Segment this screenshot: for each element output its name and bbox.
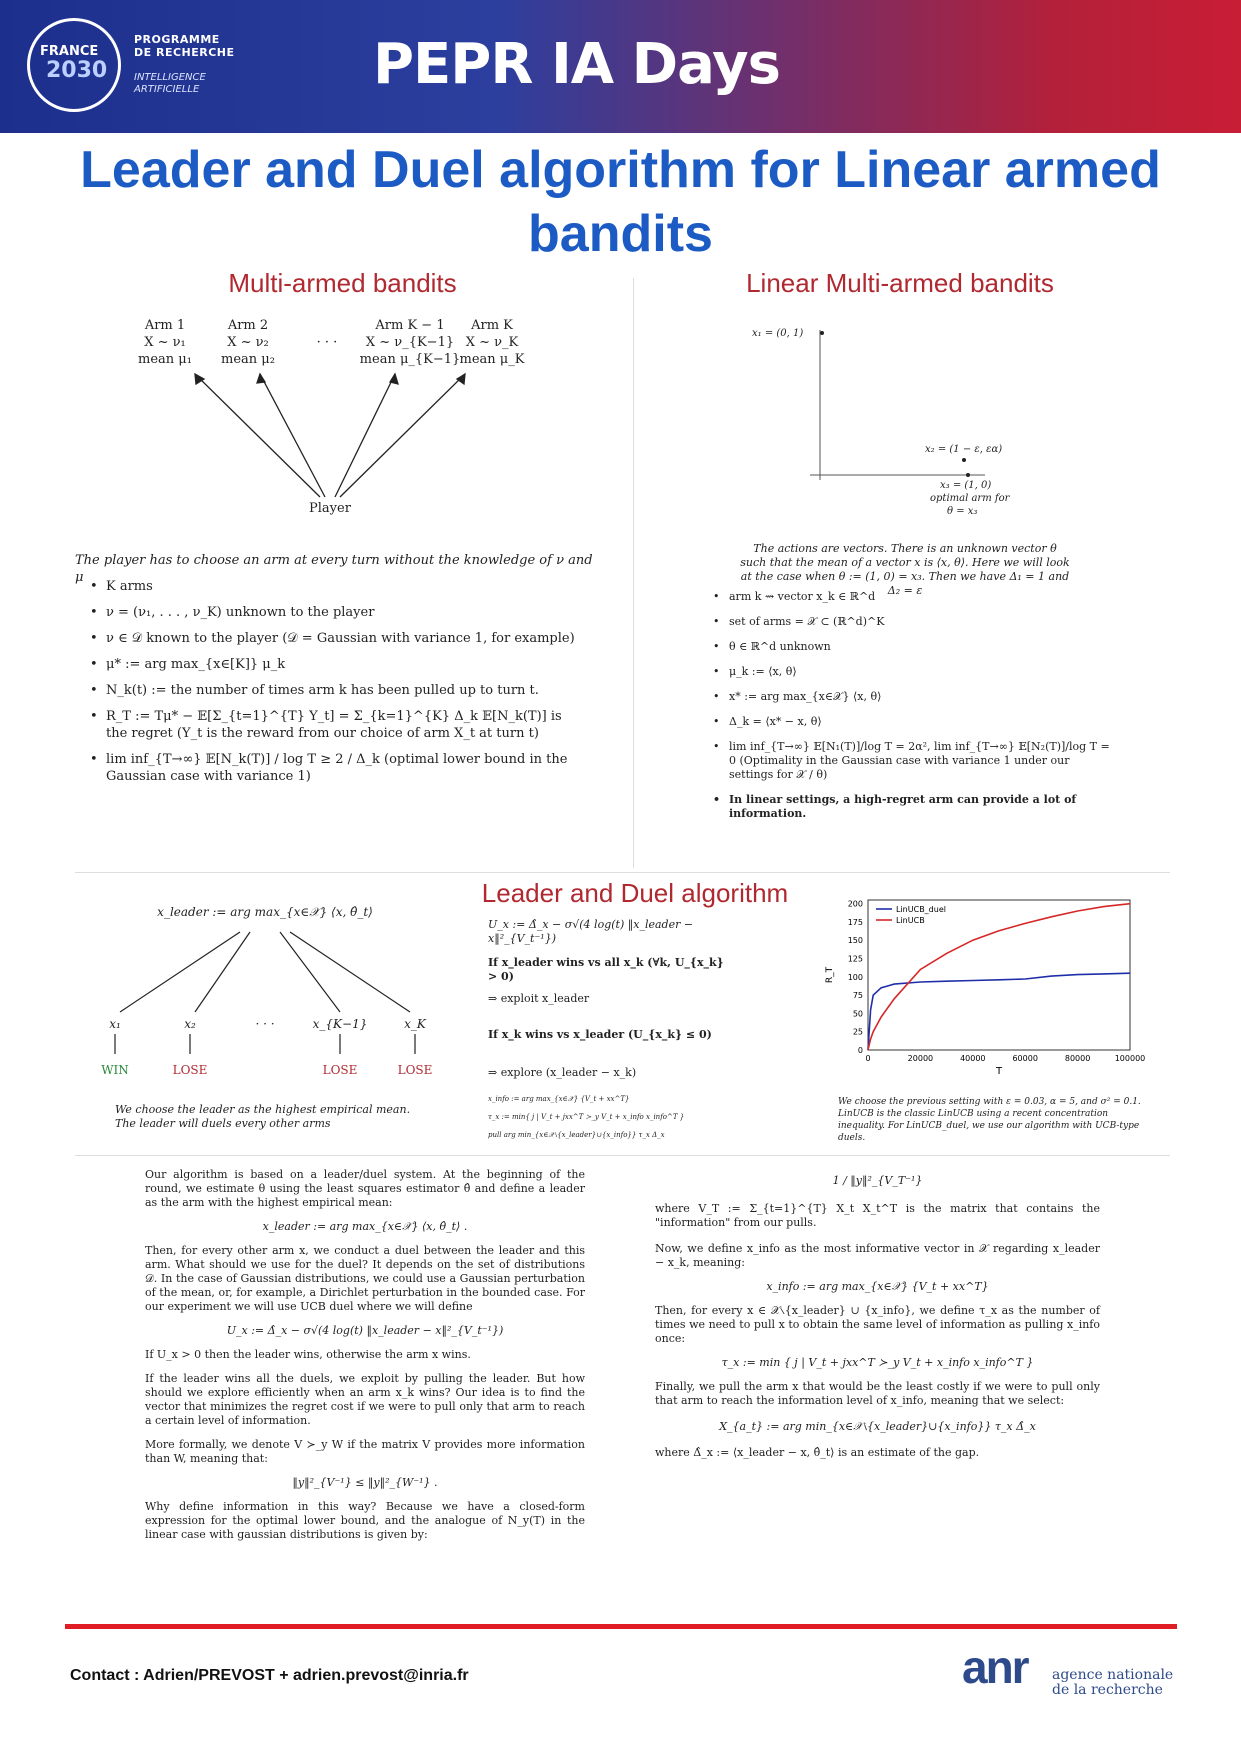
arrow-arm-k bbox=[340, 374, 465, 497]
arm-k-1-mean: mean μ_{K−1} bbox=[359, 352, 461, 367]
lmab-bullet: • x* := arg max_{x∈𝒳} ⟨x, θ⟩ bbox=[713, 690, 1113, 704]
program-label: PROGRAMME DE RECHERCHE bbox=[134, 33, 235, 59]
series-line-LinUCB bbox=[868, 904, 1130, 1050]
x-axis-label: T bbox=[995, 1066, 1003, 1077]
node-xk: x_K bbox=[404, 1017, 426, 1031]
x-tick-label: 20000 bbox=[907, 1054, 934, 1063]
body-paragraph: More formally, we denote V ≻_y W if the matrix V provides more information than W, meaning that: bbox=[145, 1438, 585, 1465]
body-paragraph: Then, for every other arm x, we conduct a duel between the leader and this arm. What should we use for the duel? It depends on the set of distributions 𝒟. In the case of Gaussian distributions, we could use a Gaussian perturbation of the mean, or, for example, a Dirichlet perturbation in the bounded case. For our experiment we will use UCB duel where we will define bbox=[145, 1244, 585, 1313]
ld-ux-equation: U_x := Δ̂_x − σ√(4 log(t) ‖x_leader − x‖²_{V_t⁻¹}) bbox=[488, 918, 694, 945]
body-paragraph: Why define information in this way? Because we have a closed-form expression for the optimal lower bound, and the analogue of N_y(T) in the linear case with gaussian distributions is given by: bbox=[145, 1500, 585, 1541]
body-equation: ‖y‖²_{V⁻¹} ≤ ‖y‖²_{W⁻¹} . bbox=[292, 1476, 438, 1489]
point-x3 bbox=[966, 473, 970, 477]
logo-france-text: FRANCE bbox=[40, 44, 99, 59]
label-x3: x₃ = (1, 0) bbox=[940, 480, 992, 491]
anr-logo: anr bbox=[962, 1641, 1028, 1693]
lmab-bullet: • set of arms = 𝒳 ⊂ (ℝ^d)^K bbox=[713, 615, 1113, 629]
node-dots: · · · bbox=[255, 1017, 275, 1031]
y-tick-label: 0 bbox=[857, 1046, 863, 1055]
mab-bullet: • ν ∈ 𝒟 known to the player (𝒟 = Gaussian with variance 1, for example) bbox=[90, 630, 585, 647]
outcome-lose: LOSE bbox=[322, 1063, 358, 1077]
node-x2: x₂ bbox=[184, 1017, 196, 1031]
ld-mini-formula: x_info := arg max_{x∈𝒳} {V_t + xx^T} bbox=[488, 1095, 630, 1103]
lmab-caption: The actions are vectors. There is an unknown vector θ such that the mean of a vector x is ⟨x, θ⟩. Here we will look at the case when θ := (1, 0) = x₃. Then we have Δ₁ = 1 and Δ₂ = ε bbox=[740, 542, 1070, 597]
arrow-arm-k-1 bbox=[335, 374, 395, 497]
lmab-vector-diagram bbox=[750, 320, 1080, 520]
lmab-bullet: • In linear settings, a high-regret arm can provide a lot of information. bbox=[713, 793, 1113, 821]
body-paragraph: where Δ̂_x := ⟨x_leader − x, θ̂_t⟩ is an estimate of the gap. bbox=[655, 1446, 980, 1459]
arm-k-mean: mean μ_K bbox=[459, 352, 525, 367]
arm-1-mean: mean μ₁ bbox=[138, 352, 192, 367]
body-paragraph: Our algorithm is based on a leader/duel system. At the beginning of the round, we estimate θ using the least squares estimator θ̂ and define a leader as the arm with the highest empirical mean: bbox=[145, 1168, 585, 1209]
ld-if-arm-wins: If x_k wins vs x_leader (U_{x_k} ≤ 0) bbox=[488, 1028, 712, 1041]
arm-1-dist: X ~ ν₁ bbox=[144, 335, 186, 350]
body-left bbox=[145, 1168, 585, 1542]
lmab-bullet: • Δ_k = ⟨x* − x, θ⟩ bbox=[713, 715, 1113, 729]
arm-k-1-dist: X ~ ν_{K−1} bbox=[365, 335, 455, 350]
ld-explore: ⇒ explore (x_leader − x_k) bbox=[488, 1066, 637, 1079]
program-sub-label: INTELLIGENCE ARTIFICIELLE bbox=[134, 72, 206, 95]
mab-bullet-list bbox=[90, 578, 585, 794]
arm-2-mean: mean μ₂ bbox=[221, 352, 275, 367]
anr-logo-subtitle: agence nationale de la recherche bbox=[1052, 1667, 1174, 1698]
y-tick-label: 175 bbox=[847, 917, 863, 927]
header-banner bbox=[0, 0, 1241, 133]
body-equation: X_{a_t} := arg min_{x∈𝒳∖{x_leader}∪{x_info}} τ_x Δ̂_x bbox=[719, 1420, 1036, 1433]
footer-red-rule bbox=[65, 1624, 1177, 1629]
arrow-arm-2 bbox=[260, 374, 325, 497]
body-paragraph: Then, for every x ∈ 𝒳∖{x_leader} ∪ {x_info}, we define τ_x as the number of times we need to pull x to obtain the same level of information as pulling x_info once: bbox=[655, 1304, 1100, 1345]
outcome-win: WIN bbox=[101, 1063, 129, 1077]
arm-k-dist: X ~ ν_K bbox=[465, 335, 519, 350]
body-paragraph: Now, we define x_info as the most informative vector in 𝒳 regarding x_leader − x_k, meaning: bbox=[655, 1242, 1100, 1269]
y-axis-label: R_T bbox=[825, 966, 835, 984]
section-title-mab: Multi-armed bandits bbox=[228, 268, 457, 298]
mab-bullet: • μ* := arg max_{x∈[K]} μ_k bbox=[90, 656, 585, 673]
x-tick-label: 80000 bbox=[1064, 1054, 1091, 1063]
legend-label: LinUCB_duel bbox=[896, 905, 946, 914]
mab-bullet: • lim inf_{T→∞} 𝔼[N_k(T)] / log T ≥ 2 / Δ_k (optimal lower bound in the Gaussian case with variance 1) bbox=[90, 751, 585, 785]
section-divider bbox=[75, 872, 1170, 873]
outcome-lose: LOSE bbox=[397, 1063, 433, 1077]
label-x2: x₂ = (1 − ε, εα) bbox=[925, 444, 1003, 455]
leader-duel-diagram bbox=[90, 892, 470, 1082]
ld-if-leader-wins: If x_leader wins vs all x_k (∀k, U_{x_k} > 0) bbox=[488, 956, 724, 983]
mab-arms-diagram bbox=[120, 312, 540, 522]
player-label: Player bbox=[309, 501, 351, 516]
y-tick-label: 100 bbox=[847, 972, 863, 982]
node-x1: x₁ bbox=[109, 1017, 121, 1031]
arm-k-1-name: Arm K − 1 bbox=[375, 318, 445, 333]
arm-2-dist: X ~ ν₂ bbox=[227, 335, 269, 350]
column-divider bbox=[633, 278, 634, 868]
ld-diagram-caption: We choose the leader as the highest empirical mean. The leader will duels every other arms bbox=[115, 1103, 411, 1130]
body-paragraph: If the leader wins all the duels, we exploit by pulling the leader. But how should we explore efficiently when an arm x_k wins? Our idea is to find the vector that minimizes the regret cost if we were to pull only that arm to reach a certain level of information. bbox=[145, 1372, 585, 1427]
contact-line: Contact : Adrien/PREVOST + adrien.prevost@inria.fr bbox=[70, 1667, 469, 1684]
outcome-lose: LOSE bbox=[172, 1063, 208, 1077]
arm-2-name: Arm 2 bbox=[227, 318, 269, 333]
chart-caption: We choose the previous setting with ε = 0.03, α = 5, and σ² = 0.1. LinUCB is the classic LinUCB using a recent concentration inequality. For LinUCB_duel, we use our algorithm with UCB-type duels. bbox=[838, 1097, 1141, 1143]
mab-bullet: • R_T := Tμ* − 𝔼[Σ_{t=1}^{T} Y_t] = Σ_{k=1}^{K} Δ_k 𝔼[N_k(T)] is the regret (Y_t is the reward from our choice of arm X_t at turn t) bbox=[90, 708, 585, 742]
label-optimal: optimal arm for bbox=[930, 493, 1010, 504]
y-tick-label: 50 bbox=[852, 1009, 863, 1019]
ld-mini-formula: pull arg min_{x∈𝒳∖{x_leader}∪{x_info}} τ_x Δ_x bbox=[488, 1131, 665, 1139]
event-title: PEPR IA Days bbox=[373, 32, 781, 97]
y-tick-label: 75 bbox=[852, 991, 863, 1001]
y-tick-label: 200 bbox=[847, 899, 863, 909]
legend-label: LinUCB bbox=[896, 916, 925, 925]
lmab-bullet: • arm k ⇝ vector x_k ∈ ℝ^d bbox=[713, 590, 1113, 604]
y-tick-label: 25 bbox=[852, 1027, 863, 1037]
mab-intro: The player has to choose an arm at every turn without the knowledge of ν and μ bbox=[75, 553, 593, 585]
leader-equation: x_leader := arg max_{x∈𝒳} ⟨x, θ̂_t⟩ bbox=[157, 905, 373, 919]
x-tick-label: 40000 bbox=[960, 1054, 986, 1063]
y-tick-label: 150 bbox=[847, 936, 863, 946]
arm-1-name: Arm 1 bbox=[144, 318, 186, 333]
label-theta: θ = x₃ bbox=[947, 506, 978, 517]
lmab-bullet: • lim inf_{T→∞} 𝔼[N₁(T)]/log T = 2α², lim inf_{T→∞} 𝔼[N₂(T)]/log T = 0 (Optimality in the Gaussian case with variance 1 under our settings for 𝒳 / θ) bbox=[713, 740, 1113, 782]
regret-chart bbox=[820, 892, 1146, 1092]
point-x1 bbox=[820, 331, 824, 335]
body-paragraph: Finally, we pull the arm x that would be the least costly if we were to pull only that arm to reach the information level of x_info, meaning that we select: bbox=[655, 1380, 1100, 1407]
body-paragraph: where V_T := Σ_{t=1}^{T} X_t X_t^T is the matrix that contains the "information" from our pulls. bbox=[655, 1202, 1100, 1229]
arrow-arm-1 bbox=[195, 374, 320, 497]
body-equation: x_leader := arg max_{x∈𝒳} ⟨x, θ̂_t⟩ . bbox=[262, 1220, 468, 1233]
mab-bullet: • N_k(t) := the number of times arm k has been pulled up to turn t. bbox=[90, 682, 585, 699]
section-title-lmab: Linear Multi-armed bandits bbox=[746, 268, 1054, 298]
x-tick-label: 100000 bbox=[1114, 1054, 1146, 1063]
arms-ellipsis: · · · bbox=[316, 335, 338, 350]
poster-title: Leader and Duel algorithm for Linear armed bandits bbox=[80, 141, 1161, 263]
arm-k-name: Arm K bbox=[471, 318, 513, 333]
label-x1: x₁ = (0, 1) bbox=[752, 328, 804, 339]
body-equation: 1 / ‖y‖²_{V_T⁻¹} bbox=[832, 1174, 923, 1187]
x-tick-label: 0 bbox=[865, 1054, 871, 1063]
section-title-ld: Leader and Duel algorithm bbox=[481, 878, 789, 908]
mab-bullet: • ν = (ν₁, . . . , ν_K) unknown to the player bbox=[90, 604, 585, 621]
body-equation: τ_x := min { j | V_t + jxx^T ≻_y V_t + x_info x_info^T } bbox=[721, 1356, 1034, 1369]
y-tick-label: 125 bbox=[847, 954, 863, 964]
mab-bullet: • K arms bbox=[90, 578, 585, 595]
body-paragraph: If U_x > 0 then the leader wins, otherwise the arm x wins. bbox=[145, 1348, 471, 1361]
node-xk-1: x_{K−1} bbox=[312, 1017, 368, 1031]
ld-exploit: ⇒ exploit x_leader bbox=[488, 992, 590, 1005]
body-equation: x_info := arg max_{x∈𝒳} {V_t + xx^T} bbox=[766, 1280, 989, 1293]
point-x2 bbox=[962, 458, 966, 462]
body-right bbox=[655, 1168, 1100, 1460]
lmab-bullet-list bbox=[713, 590, 1113, 830]
ld-mini-formula: τ_x := min{ j | V_t + jxx^T ≻_y V_t + x_info x_info^T } bbox=[488, 1113, 685, 1121]
section-divider bbox=[75, 1155, 1170, 1156]
lmab-bullet: • μ_k := ⟨x, θ⟩ bbox=[713, 665, 1113, 679]
lmab-bullet: • θ ∈ ℝ^d unknown bbox=[713, 640, 1113, 654]
logo-year-text: 2030 bbox=[46, 58, 108, 83]
body-equation: U_x := Δ̂_x − σ√(4 log(t) ‖x_leader − x‖²_{V_t⁻¹}) bbox=[226, 1324, 504, 1337]
x-tick-label: 60000 bbox=[1012, 1054, 1038, 1063]
